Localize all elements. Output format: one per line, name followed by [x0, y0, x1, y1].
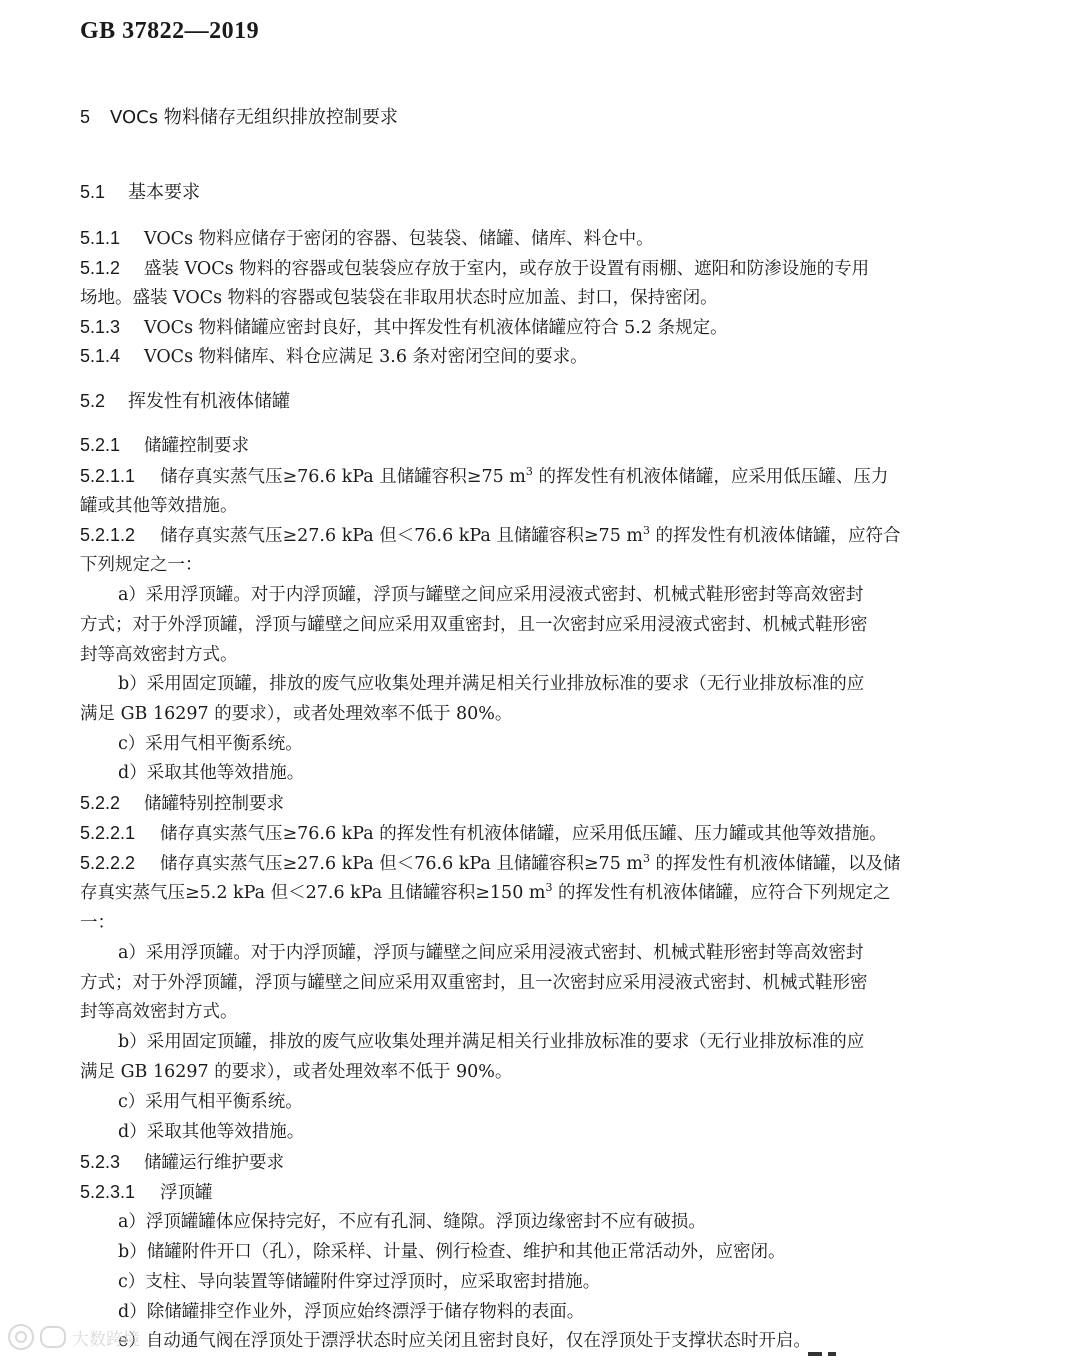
clause-5-2-1-1-cont: 罐或其他等效措施。 — [80, 496, 238, 516]
clause-text: 的挥发性有机液体储罐，应符合下列规定之 — [552, 883, 891, 903]
list-item-a: a）采用浮顶罐。对于内浮顶罐，浮顶与罐壁之间应采用浸液式密封、机械式鞋形密封等高效密封 — [118, 585, 864, 605]
list-item-b-cont: 满足 GB 16297 的要求），或者处理效率不低于 90%。 — [80, 1062, 513, 1082]
clause-title: 储罐特别控制要求 — [144, 794, 284, 814]
clause-text: 的挥发性有机液体储罐，以及储 — [649, 854, 901, 874]
standard-number: GB 37822—2019 — [80, 18, 260, 44]
list-item-a-cont: 封等高效密封方式。 — [80, 1002, 238, 1022]
section-number: 5.1 — [80, 182, 106, 202]
list-item-a: a）浮顶罐罐体应保持完好，不应有孔洞、缝隙。浮顶边缘密封不应有破损。 — [118, 1212, 706, 1232]
clause-number: 5.1.3 — [80, 317, 121, 337]
clause-5-1-1 — [80, 223, 654, 254]
clause-text: 的挥发性有机液体储罐，应采用低压罐、压力 — [532, 467, 889, 487]
clause-number: 5.1.2 — [80, 258, 121, 278]
list-item-a: a）采用浮顶罐。对于内浮顶罐，浮顶与罐壁之间应采用浸液式密封、机械式鞋形密封等高效密封 — [118, 943, 864, 963]
section-title: 挥发性有机液体储罐 — [128, 391, 290, 412]
clause-5-2-2-1 — [80, 818, 887, 849]
clause-5-2-1-heading — [80, 430, 249, 461]
watermark-text: 大数跨境 — [72, 1329, 140, 1350]
clause-number: 5.2.1 — [80, 435, 121, 455]
clause-5-1-2 — [80, 253, 869, 284]
superscript: 3 — [545, 881, 553, 894]
clause-5-1-2-cont: 场地。盛装 VOCs 物料的容器或包装袋在非取用状态时应加盖、封口，保持密闭。 — [80, 288, 718, 308]
clause-number: 5.2.2.2 — [80, 853, 136, 873]
clause-title: 浮顶罐 — [160, 1183, 213, 1203]
superscript: 3 — [642, 852, 650, 865]
clause-number: 5.2.3.1 — [80, 1182, 136, 1202]
list-item-b: b）储罐附件开口（孔），除采样、计量、例行检查、维护和其他正常活动外，应密闭。 — [118, 1242, 786, 1262]
clause-number: 5.1.4 — [80, 346, 121, 366]
list-item-d: d）除储罐排空作业外，浮顶应始终漂浮于储存物料的表面。 — [118, 1302, 585, 1322]
list-item-a-cont: 方式；对于外浮顶罐，浮顶与罐壁之间应采用双重密封，且一次密封应采用浸液式密封、机械式鞋形密 — [80, 973, 868, 993]
clause-text: 储存真实蒸气压≥76.6 kPa 且储罐容积≥75 m — [160, 467, 526, 487]
watermark-logo-icon — [8, 1324, 34, 1350]
section-5-2-heading — [80, 386, 290, 417]
clause-number: 5.2.2.1 — [80, 823, 136, 843]
list-item-b: b）采用固定顶罐，排放的废气应收集处理并满足相关行业排放标准的要求（无行业排放标准的应 — [118, 674, 865, 694]
clause-text: 的挥发性有机液体储罐，应符合 — [649, 526, 901, 546]
superscript: 3 — [525, 465, 533, 478]
scan-speck — [828, 1352, 836, 1356]
list-item-b: b）采用固定顶罐，排放的废气应收集处理并满足相关行业排放标准的要求（无行业排放标准的应 — [118, 1032, 865, 1052]
clause-text: VOCs 物料应储存于密闭的容器、包装袋、储罐、储库、料仓中。 — [144, 229, 654, 249]
list-item-b-cont: 满足 GB 16297 的要求），或者处理效率不低于 80%。 — [80, 704, 513, 724]
watermark-chat-icon — [40, 1326, 66, 1348]
clause-title: 储罐运行维护要求 — [144, 1153, 284, 1173]
clause-title: 储罐控制要求 — [144, 436, 249, 456]
clause-text: 储存真实蒸气压≥27.6 kPa 但＜76.6 kPa 且储罐容积≥75 m — [160, 526, 643, 546]
clause-5-1-4 — [80, 341, 588, 372]
clause-5-2-1-2-cont: 下列规定之一： — [80, 555, 203, 575]
section-title: VOCs 物料储存无组织排放控制要求 — [110, 107, 398, 128]
clause-5-2-3-1-heading — [80, 1177, 213, 1208]
clause-text: VOCs 物料储罐应密封良好，其中挥发性有机液体储罐应符合 5.2 条规定。 — [144, 318, 728, 338]
list-item-c: c）采用气相平衡系统。 — [118, 734, 303, 754]
section-5-1-heading — [80, 177, 200, 208]
list-item-c: c）支柱、导向装置等储罐附件穿过浮顶时，应采取密封措施。 — [118, 1272, 601, 1292]
section-number: 5.2 — [80, 391, 106, 411]
clause-5-2-1-2 — [80, 520, 901, 551]
clause-5-2-2-2-cont — [80, 878, 891, 908]
clause-5-2-2-2 — [80, 848, 901, 879]
clause-number: 5.1.1 — [80, 228, 121, 248]
section-number: 5 — [80, 107, 91, 127]
section-title: 基本要求 — [128, 182, 200, 203]
clause-number: 5.2.2 — [80, 793, 121, 813]
clause-5-2-1-1 — [80, 461, 888, 492]
clause-number: 5.2.1.2 — [80, 525, 136, 545]
clause-text: VOCs 物料储库、料仓应满足 3.6 条对密闭空间的要求。 — [144, 347, 588, 367]
scan-speck — [808, 1352, 822, 1356]
clause-5-2-2-heading — [80, 788, 284, 819]
list-item-a-cont: 封等高效密封方式。 — [80, 645, 238, 665]
clause-text: 存真实蒸气压≥5.2 kPa 但＜27.6 kPa 且储罐容积≥150 m — [80, 883, 546, 903]
watermark — [8, 1322, 140, 1352]
list-item-a-cont: 方式；对于外浮顶罐，浮顶与罐壁之间应采用双重密封，且一次密封应采用浸液式密封、机械式鞋形密 — [80, 615, 868, 635]
clause-5-2-3-heading — [80, 1147, 284, 1178]
clause-5-1-3 — [80, 312, 728, 343]
list-item-c: c）采用气相平衡系统。 — [118, 1092, 303, 1112]
clause-text: 储存真实蒸气压≥76.6 kPa 的挥发性有机液体储罐，应采用低压罐、压力罐或其他等效措施。 — [160, 824, 887, 844]
superscript: 3 — [642, 524, 650, 537]
section-5-heading — [80, 102, 398, 133]
list-item-e: e）自动通气阀在浮顶处于漂浮状态时应关闭且密封良好，仅在浮顶处于支撑状态时开启。 — [118, 1331, 811, 1351]
clause-text: 盛装 VOCs 物料的容器或包装袋应存放于室内，或存放于设置有雨棚、遮阳和防渗设施的专用 — [144, 259, 870, 279]
clause-number: 5.2.3 — [80, 1152, 121, 1172]
clause-number: 5.2.1.1 — [80, 466, 136, 486]
list-item-d: d）采取其他等效措施。 — [118, 763, 305, 783]
clause-text: 储存真实蒸气压≥27.6 kPa 但＜76.6 kPa 且储罐容积≥75 m — [160, 854, 643, 874]
list-item-d: d）采取其他等效措施。 — [118, 1122, 305, 1142]
clause-5-2-2-2-cont: 一： — [80, 913, 115, 933]
